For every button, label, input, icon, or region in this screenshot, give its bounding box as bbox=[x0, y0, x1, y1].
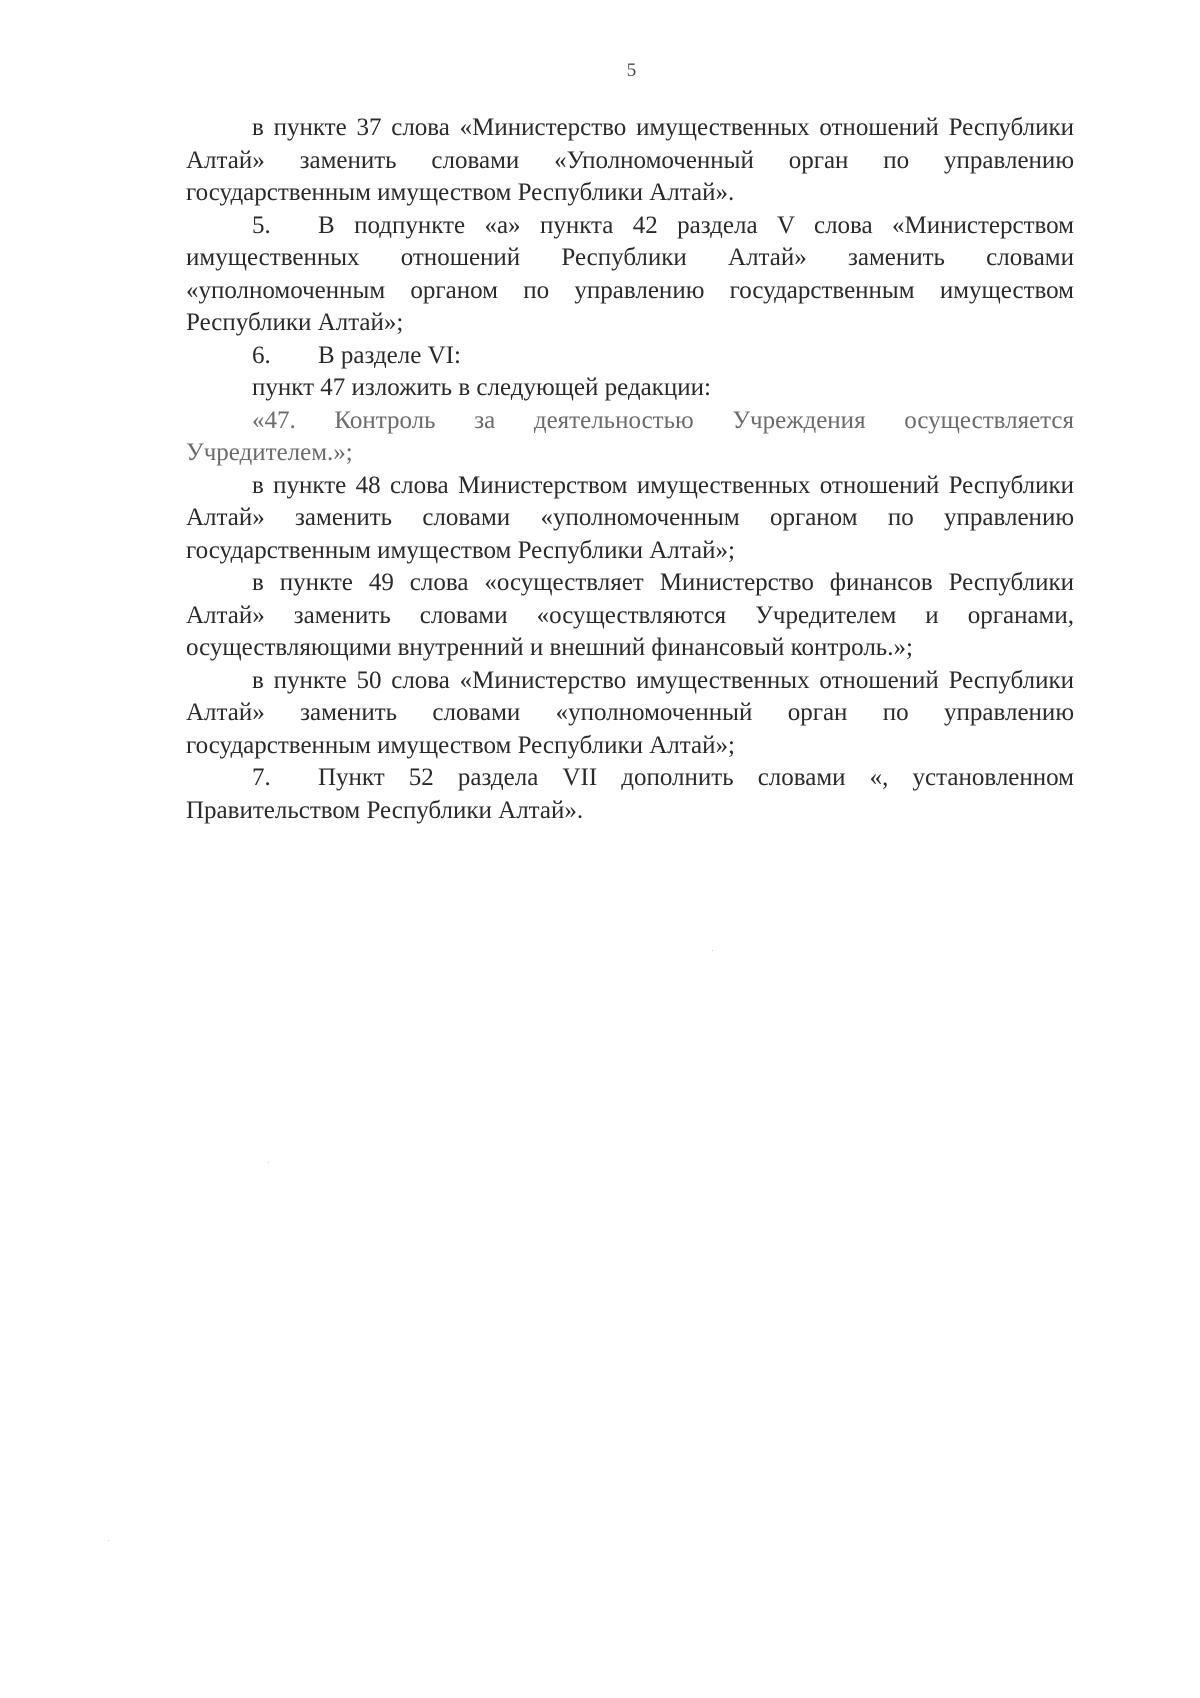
paragraph-point-49 bbox=[186, 567, 1074, 665]
paragraph-text: пункт 47 изложить в следующей редакции: bbox=[252, 374, 711, 401]
scan-speck bbox=[268, 1162, 269, 1163]
paragraph-number: 6. bbox=[252, 341, 271, 369]
paragraph-point-47-text bbox=[186, 405, 1074, 470]
paragraph-number: 5. bbox=[252, 211, 271, 239]
paragraph-text: в пункте 48 слова Министерством имущественных отношений Республики Алтай» заменить словами «уполномоченным органом по управлению государственным имуществом Республики Алтай»; bbox=[186, 471, 1074, 564]
paragraph-text: В подпункте «а» пункта 42 раздела V слова «Министерством имущественных отношений Республики Алтай» заменить словами «уполномоченным органом по управлению государственным имуществом Республики Алтай»; bbox=[186, 211, 1074, 336]
paragraph-text: в пункте 37 слова «Министерство имущественных отношений Республики Алтай» заменить словами «Уполномоченный орган по управлению государственным имуществом Республики Алтай». bbox=[186, 114, 1074, 206]
paragraph-point-37 bbox=[186, 112, 1074, 210]
paragraph-number: 7. bbox=[252, 764, 271, 791]
paragraph-text: «47. Контроль за деятельностью Учреждения осуществляется Учредителем.»; bbox=[186, 406, 1074, 466]
paragraph-text: Пункт 52 раздела VII дополнить словами «, установленном Правительством Республики Алтай». bbox=[186, 764, 1074, 824]
paragraph-item-5 bbox=[186, 210, 1074, 340]
document-body bbox=[186, 112, 1074, 827]
scan-speck bbox=[108, 1540, 109, 1541]
paragraph-text: в пункте 50 слова «Министерство имущественных отношений Республики Алтай» заменить словами «уполномоченный орган по управлению государственным имуществом Республики Алтай»; bbox=[186, 666, 1074, 759]
paragraph-point-50 bbox=[186, 665, 1074, 763]
page-number: 5 bbox=[626, 60, 637, 81]
paragraph-item-7 bbox=[186, 762, 1074, 827]
paragraph-item-6 bbox=[186, 340, 1074, 373]
paragraph-text: в пункте 49 слова «осуществляет Министерство финансов Республики Алтай» заменить словами «осуществляются Учредителем и органами, осуществляющими внутренний и внешний финансовый контроль.»; bbox=[186, 569, 1074, 661]
paragraph-text: В разделе VI: bbox=[318, 341, 461, 369]
paragraph-point-47-intro bbox=[186, 372, 1074, 405]
scan-speck bbox=[712, 950, 713, 951]
paragraph-point-48 bbox=[186, 470, 1074, 568]
